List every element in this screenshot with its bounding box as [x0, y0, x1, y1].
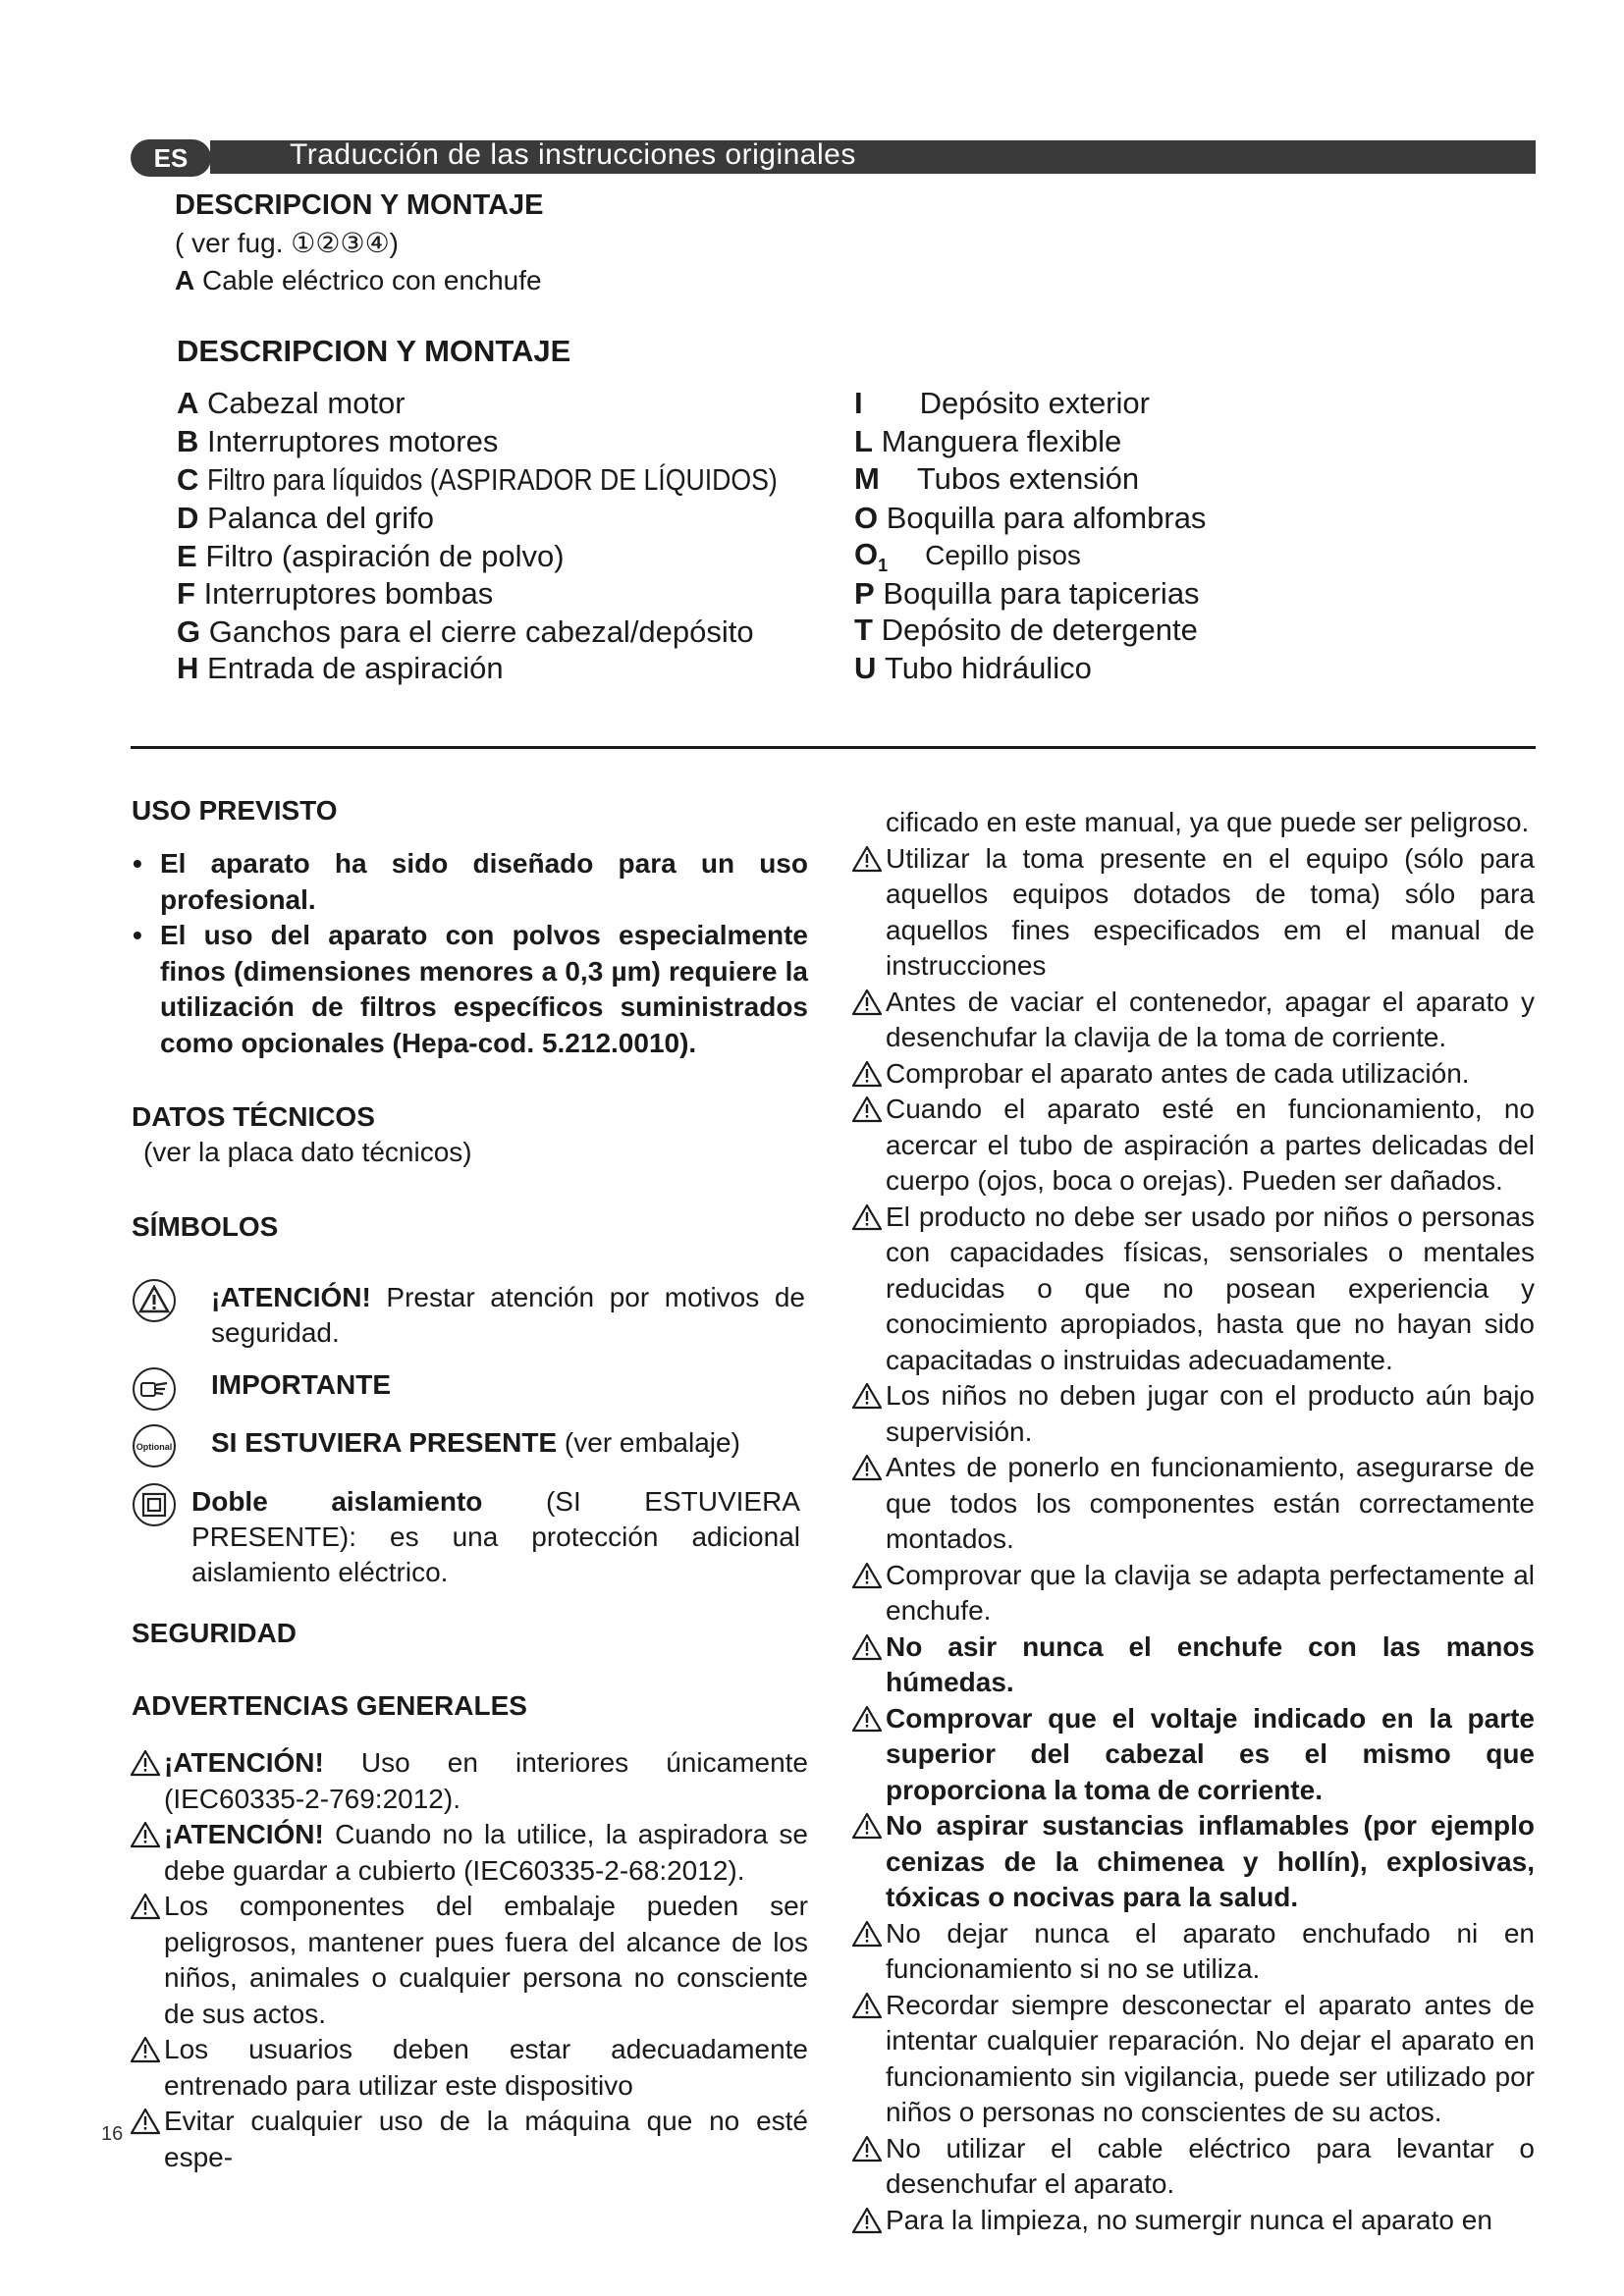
- warning-item: Antes de ponerlo en funcionamiento, asegurarse de que todos los componentes están correctamente montados.: [852, 1450, 1535, 1558]
- warning-item: No aspirar sustancias inflamables (por ejemplo cenizas de la chimenea y hollín), explosivas, tóxicas o nocivas para la salud.: [852, 1808, 1535, 1916]
- part-item: M Tubos extensión: [854, 461, 1140, 496]
- double-insulation-icon: [132, 1482, 177, 1527]
- important-hand-icon: [132, 1366, 177, 1412]
- uso-bullet: • El aparato ha sido diseñado para un uso profesional.: [131, 846, 808, 918]
- warning-icon: [852, 845, 882, 873]
- optional-icon: [132, 1423, 177, 1468]
- warning-item: No utilizar el cable eléctrico para levantar o desenchufar el aparato.: [852, 2131, 1535, 2203]
- warning-icon: [852, 1562, 882, 1589]
- top-item: [175, 263, 542, 298]
- datos-heading: DATOS TÉCNICOS: [132, 1101, 375, 1132]
- uso-bullet: • El uso del aparato con polvos especialmente finos (dimensiones menores a 0,3 µm) requiere la utilización de filtros específicos suministrados como opcionales (Hepa-cod. 5.212.0010).: [131, 918, 808, 1061]
- simbolos-heading: SÍMBOLOS: [132, 1211, 279, 1242]
- section-divider: [131, 746, 1536, 749]
- symbol-double-insulation: Doble aislamiento (SI ESTUVIERA PRESENTE): es una protección adicional aislamiento eléctrico.: [191, 1486, 800, 1587]
- symbol-important: IMPORTANTE: [211, 1369, 392, 1400]
- page-number: 16: [101, 2123, 124, 2145]
- warning-icon: [852, 988, 882, 1016]
- warning-item: ¡ATENCIÓN! Uso en interiores únicamente (IEC60335-2-769:2012).: [131, 1745, 808, 1817]
- warning-icon: [852, 1992, 882, 2019]
- uso-previsto-list: [131, 846, 808, 1061]
- warning-icon: [852, 1812, 882, 1840]
- warning-item: Comprovar que el voltaje indicado en la parte superior del cabezal es el mismo que proporciona la toma de corriente.: [852, 1701, 1535, 1809]
- warning-item: Antes de vaciar el contenedor, apagar el aparato y desenchufar la clavija de la toma de corriente.: [852, 985, 1535, 1056]
- part-item: E Filtro (aspiración de polvo): [177, 539, 565, 573]
- warning-icon: [131, 1893, 160, 1920]
- warning-item: No asir nunca el enchufe con las manos húmedas.: [852, 1629, 1535, 1701]
- attention-icon: [132, 1278, 177, 1323]
- warning-item: Los usuarios deben estar adecuadamente entrenado para utilizar este dispositivo: [131, 2032, 808, 2104]
- warning-icon: [852, 1060, 882, 1088]
- warning-item: Para la limpieza, no sumergir nunca el aparato en: [852, 2203, 1535, 2239]
- warning-icon: [131, 1749, 160, 1777]
- part-item: O Boquilla para alfombras: [854, 501, 1207, 535]
- seguridad-heading: SEGURIDAD: [132, 1618, 298, 1648]
- figure-reference: ( ver fug. ①②③④): [175, 228, 399, 258]
- warning-icon: [131, 2036, 160, 2063]
- svg-text:Optional: Optional: [135, 1442, 173, 1452]
- part-item: T Depósito de detergente: [854, 613, 1198, 647]
- warning-item: Evitar cualquier uso de la máquina que no esté espe-: [131, 2104, 808, 2175]
- uso-previsto-heading: USO PREVISTO: [132, 795, 338, 826]
- warning-item: Los componentes del embalaje pueden ser peligrosos, mantener pues fuera del alcance de los niños, animales o cualquier persona no consciente de sus actos.: [131, 1889, 808, 2032]
- language-badge: ES: [131, 139, 211, 177]
- warning-item: Cuando el aparato esté en funcionamiento, no acercar el tubo de aspiración a partes delicadas del cuerpo (ojos, boca o orejas). Pueden ser dañados.: [852, 1092, 1535, 1200]
- header-title: Traducción de las instrucciones originales: [290, 138, 856, 171]
- warning-item: ¡ATENCIÓN! Cuando no la utilice, la aspiradora se debe guardar a cubierto (IEC60335-2-68:2012).: [131, 1817, 808, 1889]
- warning-icon: [852, 1920, 882, 1948]
- part-item: G Ganchos para el cierre cabezal/depósito: [177, 614, 754, 649]
- part-item: H Entrada de aspiración: [177, 651, 504, 685]
- right-warnings-list: [852, 805, 1535, 2238]
- warning-icon: [852, 2207, 882, 2234]
- warning-item: Recordar siempre desconectar el aparato antes de intentar cualquier reparación. No dejar el aparato en funcionamiento sin vigilancia, puede ser utilizado por niños o personas no conscientes de su actos.: [852, 1988, 1535, 2131]
- warning-icon: [852, 2135, 882, 2163]
- top-item-text: Cable eléctrico con enchufe: [202, 265, 542, 295]
- left-warnings-list: [131, 1745, 808, 2175]
- warning-icon: [852, 1095, 882, 1123]
- warning-item: Comprovar que la clavija se adapta perfectamente al enchufe.: [852, 1558, 1535, 1629]
- warning-icon: [852, 1203, 882, 1231]
- symbol-attention: ¡ATENCIÓN! Prestar atención por motivos de seguridad.: [211, 1282, 805, 1348]
- part-item: D Palanca del grifo: [177, 501, 434, 535]
- warning-icon: [131, 2108, 160, 2135]
- warning-item: Utilizar la toma presente en el equipo (sólo para aquellos equipos dotados de toma) sólo para aquellos fines especificados em el manual de instrucciones: [852, 841, 1535, 985]
- part-item: U Tubo hidráulico: [854, 651, 1092, 685]
- warning-item: No dejar nunca el aparato enchufado ni en funcionamiento si no se utiliza.: [852, 1916, 1535, 1988]
- warning-icon: [852, 1382, 882, 1410]
- symbol-optional: SI ESTUVIERA PRESENTE (ver embalaje): [211, 1427, 740, 1458]
- warning-icon: [131, 1821, 160, 1848]
- warning-icon: [852, 1705, 882, 1733]
- warning-icon: [852, 1633, 882, 1661]
- part-item: B Interruptores motores: [177, 424, 499, 458]
- datos-text: (ver la placa dato técnicos): [143, 1137, 472, 1167]
- warning-item: Los niños no deben jugar con el producto aún bajo supervisión.: [852, 1378, 1535, 1450]
- part-item: L Manguera flexible: [854, 424, 1122, 458]
- advertencias-heading: ADVERTENCIAS GENERALES: [132, 1690, 527, 1721]
- warning-item: Comprobar el aparato antes de cada utilización.: [852, 1056, 1535, 1093]
- parts-heading: DESCRIPCION Y MONTAJE: [177, 334, 571, 368]
- top-item-letter: A: [175, 265, 195, 295]
- part-item: A Cabezal motor: [177, 386, 406, 420]
- top-heading: DESCRIPCION Y MONTAJE: [175, 189, 544, 221]
- part-item: F Interruptores bombas: [177, 576, 494, 611]
- continuation-text: cificado en este manual, ya que puede ser peligroso.: [886, 807, 1530, 837]
- part-item: P Boquilla para tapicerias: [854, 576, 1200, 611]
- warning-icon: [852, 1454, 882, 1481]
- part-item: C Filtro para líquidos (ASPIRADOR DE LÍQUIDOS): [177, 462, 778, 497]
- part-item: I Depósito exterior: [854, 386, 1150, 420]
- warning-item: El producto no debe ser usado por niños o personas con capacidades físicas, sensoriales o mentales reducidas o que no posean experiencia y conocimiento apropiados, hasta que no hayan sido capacitadas o instruidas adecuadamente.: [852, 1200, 1535, 1379]
- part-item: $O_1$ Cepillo pisos: [854, 537, 1081, 576]
